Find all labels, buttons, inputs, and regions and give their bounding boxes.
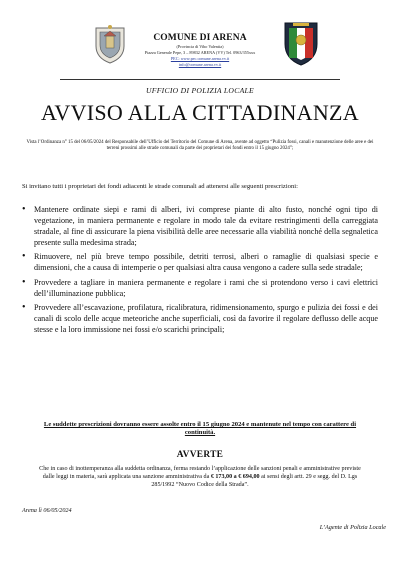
warning-text-end: ai sensi degli artt. 29 e segg. del D. Lgs 285/1992 “Nuovo Codice della Strada”.	[151, 474, 358, 489]
signature-line: L’Agente di Polizia Locale	[319, 524, 386, 531]
sanction-amount: € 173,00 a € 694,00	[210, 474, 260, 481]
prescription-text: Mantenere ordinate siepi e rami di alberi, ivi comprese piante di alto fusto, nonché ogni tipo di vegetazione, in maniera permanente e regolare in modo tale da evitare restringimenti della carreggiata stradale, al fine di assicurare la piena visibilità delle aree necessarie alla viabilità nonché della segnaletica presente sulla medesima strada;	[34, 205, 378, 247]
prescription-text: Rimuovere, nel più breve tempo possibile, detriti terrosi, alberi o ramaglie di qualsiasi specie e dimensioni, che a causa di intemperie o per qualsiasi altra causa vengono a cadere sulla sede stradale;	[34, 252, 378, 273]
bullet-icon: •	[22, 204, 26, 215]
page-title: AVVISO ALLA CITTADINANZA	[41, 100, 359, 125]
prescription-text: Provvedere a tagliare in maniera permanente e regolare i rami che si protendono verso i cavi elettrici dell’illuminazione pubblica;	[34, 277, 378, 298]
letterhead-divider	[60, 79, 340, 80]
municipality-title: COMUNE DI ARENA	[153, 33, 247, 43]
list-item	[22, 278, 378, 300]
list-item	[22, 252, 378, 274]
invite-paragraph: Si invitano tutti i proprietari dei fondi adiacenti le strade comunali ad attenersi alle seguenti prescrizioni:	[22, 183, 298, 190]
intro-paragraph: Vista l’Ordinanza n° 15 del 06/05/2024 del Responsabile dell’Ufficio del Territorio del Comune di Arena, avente ad oggetto “Pulizia fossi, canali e manutenzione delle aree e dei terreni prossimi alle strade comunali da parte dei proprietari dei fondi entro il 15 giugno 2024”;	[26, 140, 374, 152]
bullet-icon: •	[22, 251, 26, 263]
deadline-notice: Le suddette prescrizioni dovranno essere assolte entro il 15 giugno 2024 e mantenute nel tempo con carattere di continuità.	[43, 421, 357, 437]
warning-text-start: Che in caso di inottemperanza alla suddetta ordinanza, ferma restando l’applicazione delle sanzioni penali e amministrative previste dalle leggi in materia, sarà applicata una sanzione amministrativa da	[39, 466, 361, 481]
pec-link[interactable]: PEC: www.pec.comune.arena.vv.it	[170, 56, 230, 61]
address-line: Piazza Generale Pepe, 3 – 89832 ARENA (VV) Tel. 0963/355xxx	[144, 50, 256, 55]
list-item	[22, 205, 378, 249]
province-line: (Provincia di Vibo Valentia)	[176, 44, 224, 49]
place-date: Arena lì 06/05/2024	[22, 507, 72, 514]
warning-title: AVVERTE	[176, 450, 224, 460]
prescriptions-list	[22, 205, 378, 339]
office-title: UFFICIO DI POLIZIA LOCALE	[146, 86, 254, 95]
letterhead-details	[130, 44, 270, 68]
warning-paragraph	[34, 465, 366, 490]
list-item	[22, 303, 378, 336]
bullet-icon: •	[22, 302, 26, 314]
polizia-locale-badge-icon	[283, 20, 319, 66]
bullet-icon: •	[22, 276, 26, 288]
comune-crest-icon	[93, 24, 127, 64]
prescription-text: Provvedere all’escavazione, profilatura, ricalibratura, ridimensionamento, spurgo e pulizia dei fossi e dei canali di scolo delle acque meteoriche anche superficiali, così da favorire il regolare deflusso delle acque stesse e la loro immissione nei fossi e/o scarichi principali;	[34, 303, 378, 334]
email-link[interactable]: info@comune.arena.vv.it	[178, 62, 222, 67]
